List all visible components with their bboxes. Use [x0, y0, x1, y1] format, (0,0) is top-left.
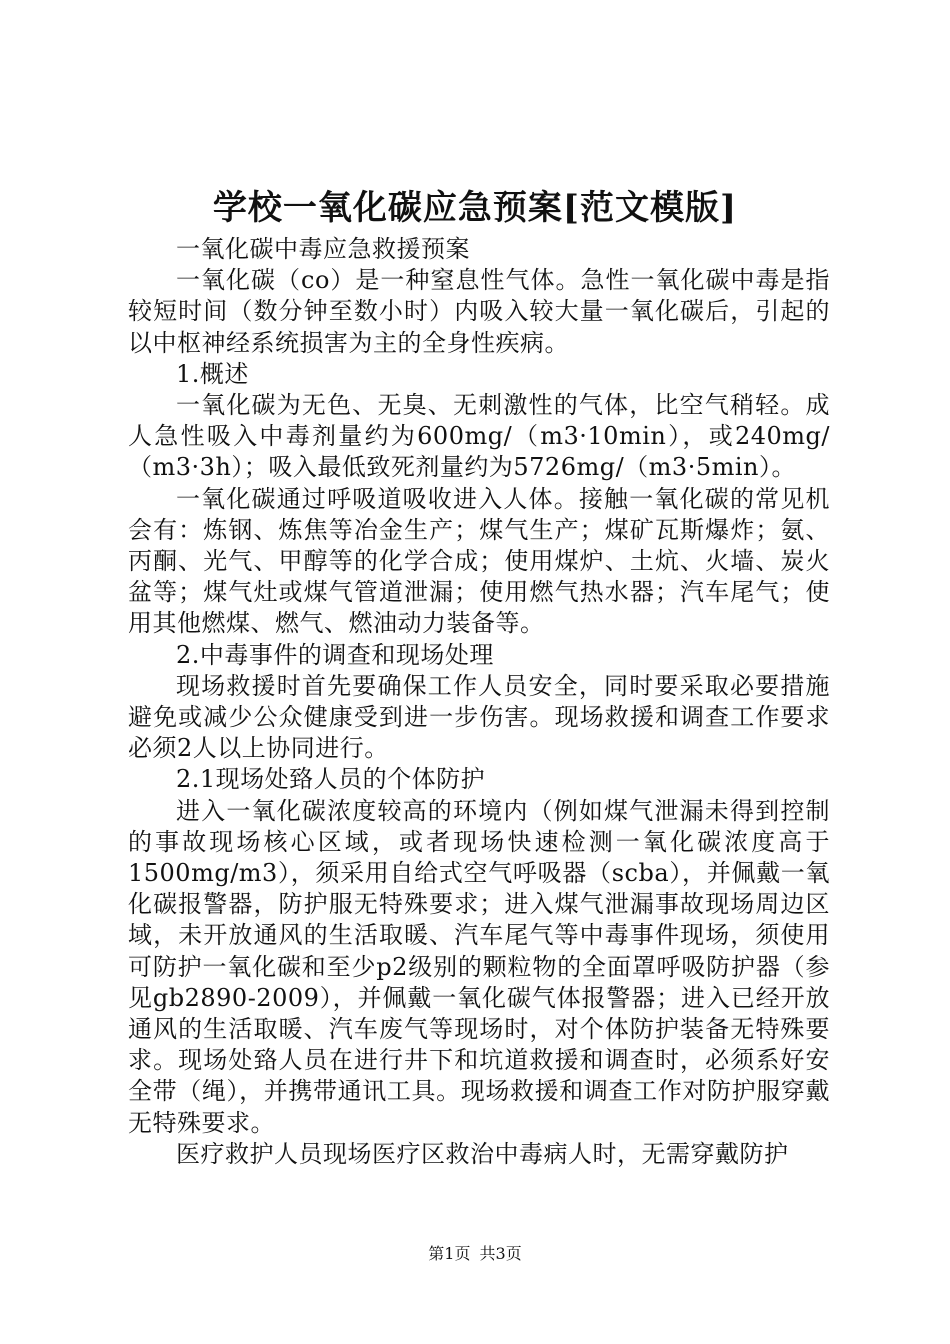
section-heading-overview: 1.概述 [176, 359, 249, 388]
page-total: 共3页 [479, 1244, 522, 1263]
exposure-paragraph: 一氧化碳通过呼吸道吸收进入人体。接触一氧化碳的常见机会有：炼钢、炼焦等冶金生产；煤气生产；煤矿瓦斯爆炸；氨、丙酮、光气、甲醇等的化学合成；使用煤炉、土炕、火墙、炭火盆等；煤气灶或煤气管道泄漏；使用燃气热水器；汽车尾气；使用其他燃煤、燃气、燃油动力装备等。 [128, 484, 830, 638]
medical-paragraph: 医疗救护人员现场医疗区救治中毒病人时，无需穿戴防护 [176, 1139, 789, 1168]
page-number: 第1页 [428, 1244, 471, 1263]
overview-paragraph: 一氧化碳为无色、无臭、无刺激性的气体，比空气稍轻。成人急性吸入中毒剂量约为600mg/（m3·10min），或240mg/（m3·3h）；吸入最低致死剂量约为5726mg/（m3·5min）。 [128, 391, 830, 482]
page-footer [0, 1242, 950, 1266]
document-title: 学校一氧化碳应急预案[范文模版] [212, 188, 738, 228]
subtitle-paragraph: 一氧化碳中毒应急救援预案 [176, 235, 470, 263]
section-heading-investigation: 2.中毒事件的调查和现场处理 [176, 640, 494, 669]
protection-paragraph: 进入一氧化碳浓度较高的环境内（例如煤气泄漏未得到控制的事故现场核心区域，或者现场快速检测一氧化碳浓度高于1500mg/m3），须采用自给式空气呼吸器（scba），并佩戴一氧化碳报警器，防护服无特殊要求；进入煤气泄漏事故现场周边区域，未开放通风的生活取暖、汽车尾气等中毒事件现场，须使用可防护一氧化碳和至少p2级别的颗粒物的全面罩呼吸防护器（参见gb2890-2009），并佩戴一氧化碳气体报警器；进入已经开放通风的生活取暖、汽车废气等现场时，对个体防护装备无特殊要求。现场处臵人员在进行井下和坑道救援和调查时，必须系好安全带（绳），并携带通讯工具。现场救援和调查工作对防护服穿戴无特殊要求。 [128, 796, 830, 1137]
intro-paragraph: 一氧化碳（co）是一种窒息性气体。急性一氧化碳中毒是指较短时间（数分钟至数小时）内吸入较大量一氧化碳后，引起的以中枢神经系统损害为主的全身性疾病。 [128, 266, 830, 357]
investigation-paragraph: 现场救援时首先要确保工作人员安全，同时要采取必要措施避免或减少公众健康受到进一步伤害。现场救援和调查工作要求必须2人以上协同进行。 [128, 671, 830, 763]
subsection-heading-protection: 2.1现场处臵人员的个体防护 [176, 765, 486, 794]
document-body [128, 234, 830, 1170]
